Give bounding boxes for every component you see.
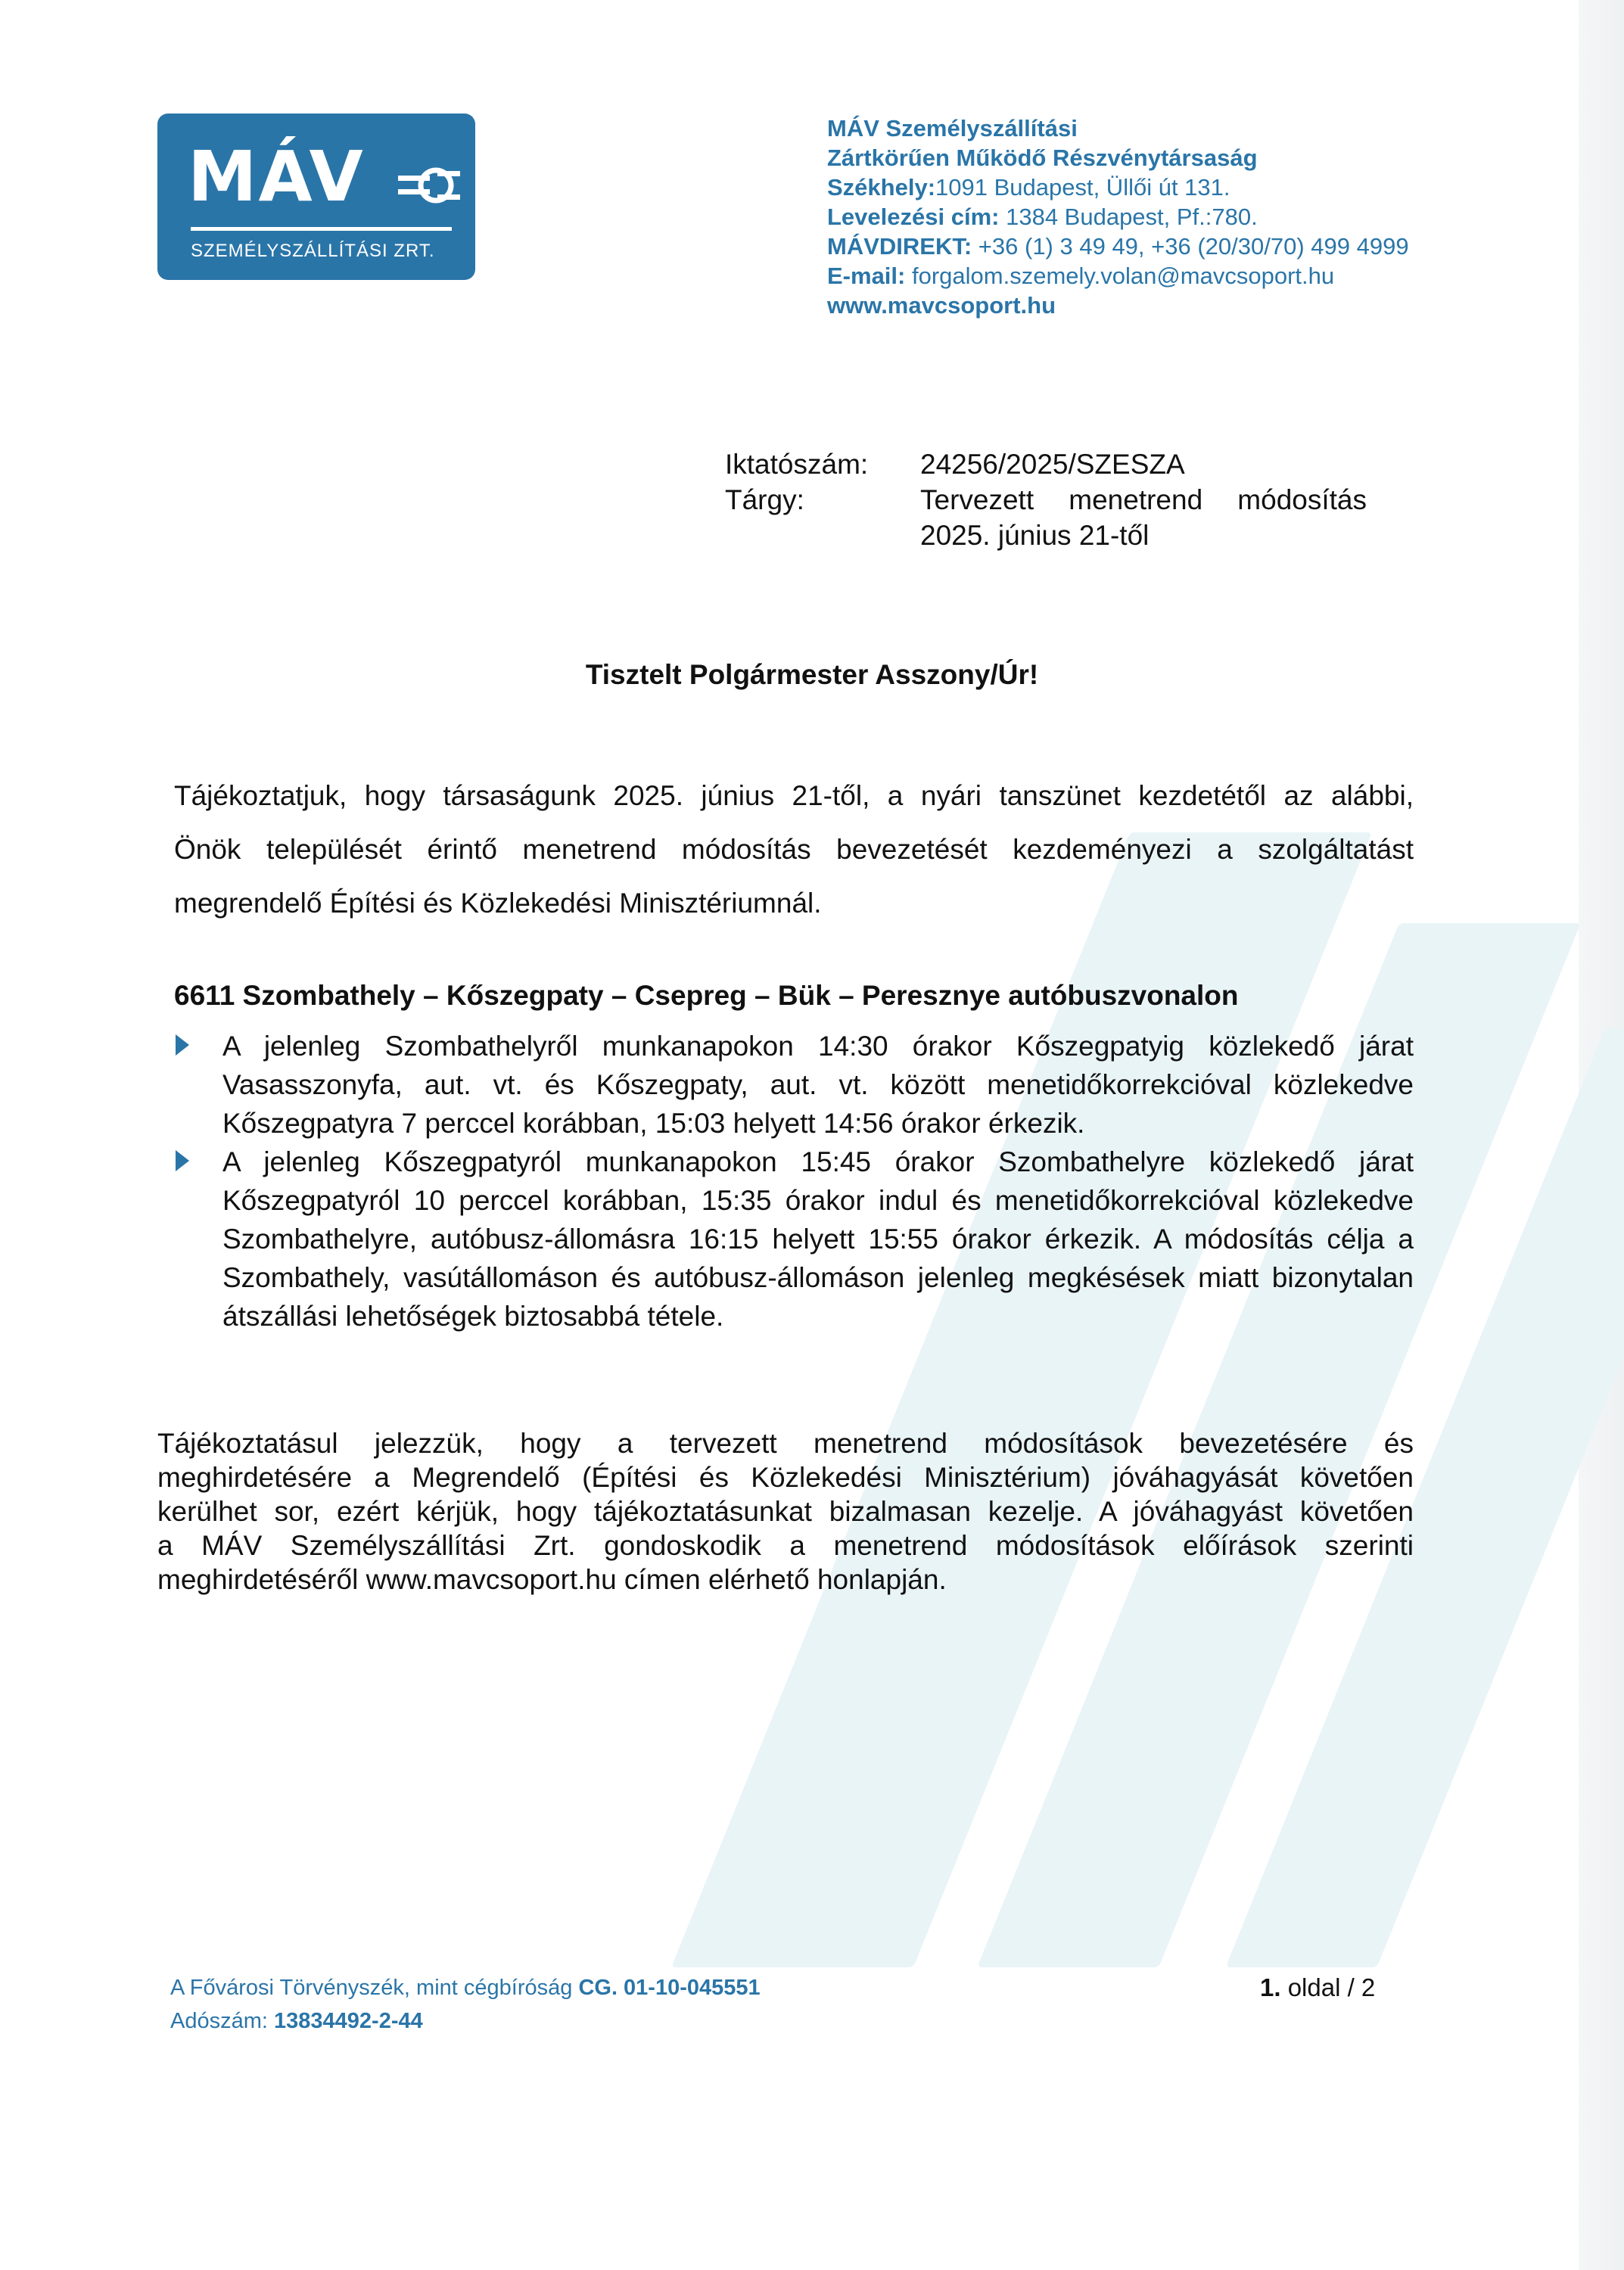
list-item-line: Kőszegpatyra 7 perccel korábban, 15:03 helyett 14:56 órakor érkezik. [222, 1108, 1085, 1139]
seat-value: 1091 Budapest, Üllői út 131. [935, 174, 1230, 201]
phone-label: MÁVDIREKT: [827, 233, 972, 260]
intro-line: Önök települését érintő menetrend módosítás bevezetését kezdeményezi a szolgáltatást [174, 834, 1414, 865]
tax-label: Adószám: [170, 2009, 268, 2033]
triangle-bullet-icon [176, 1150, 189, 1171]
list-item-line: A jelenleg Szombathelyről munkanapokon 14:30 órakor Kőszegpatyig közlekedő járat [222, 1031, 1414, 1062]
change-list [174, 1027, 1414, 1336]
subject-label: Tárgy: [725, 484, 804, 515]
company-name-line1: MÁV Személyszállítási [827, 115, 1078, 141]
logo-wordmark: MÁV [188, 136, 365, 217]
phone-value: +36 (1) 3 49 49, +36 (20/30/70) 499 4999 [978, 233, 1409, 260]
postal-value: 1384 Budapest, Pf.:780. [1006, 204, 1258, 230]
email-label: E-mail: [827, 263, 906, 289]
intro-line: Tájékoztatjuk, hogy társaságunk 2025. június 21-től, a nyári tanszünet kezdetétől az alábbi, [174, 780, 1414, 811]
subject-line-1: Tervezett menetrend módosítás [920, 484, 1367, 515]
subject-line-2: 2025. június 21-től [920, 520, 1150, 551]
company-website: www.mavcsoport.hu [827, 292, 1056, 319]
page-number-value: 1. [1260, 1973, 1281, 2001]
tax-number: 13834492-2-44 [274, 2009, 423, 2033]
reference-number-label: Iktatószám: [725, 449, 869, 480]
list-item-line: átszállási lehetőségek biztosabbá tétele. [222, 1301, 724, 1332]
closing-line: Tájékoztatásul jelezzük, hogy a tervezett menetrend módosítások bevezetésére és [157, 1428, 1414, 1459]
intro-line: megrendelő Építési és Közlekedési Minisztériumnál. [174, 888, 822, 919]
footer-registration [170, 1971, 761, 2038]
list-item [174, 1143, 1414, 1336]
seat-label: Székhely: [827, 174, 936, 201]
train-wing-icon [398, 159, 462, 212]
list-item [174, 1027, 1414, 1143]
list-item-line: Kőszegpatyról 10 perccel korábban, 15:35 órakor indul és menetidőkorrekcióval közlekedve [222, 1185, 1414, 1216]
email-value: forgalom.szemely.volan@mavcsoport.hu [911, 263, 1335, 289]
court-text: A Fővárosi Törvényszék, mint cégbíróság [170, 1976, 573, 2000]
company-name-line2: Zártkörűen Működő Részvénytársaság [827, 145, 1258, 171]
closing-paragraph [157, 1426, 1414, 1597]
list-item-line: Szombathelyre, autóbusz-állomásra 16:15 helyett 15:55 órakor érkezik. A módosítás célja a [222, 1224, 1414, 1255]
list-item-line: A jelenleg Kőszegpatyról munkanapokon 15:45 órakor Szombathelyre közlekedő járat [222, 1146, 1414, 1177]
intro-paragraph [174, 769, 1414, 930]
closing-line: meghirdetéséről www.mavcsoport.hu címen elérhető honlapján. [157, 1564, 947, 1595]
closing-line: meghirdetésére a Megrendelő (Építési és Közlekedési Minisztérium) jóváhagyását követően [157, 1462, 1414, 1493]
closing-line: kerülhet sor, ezért kérjük, hogy tájékoztatásunkat bizalmasan kezelje. A jóváhagyást követően [157, 1496, 1414, 1527]
triangle-bullet-icon [176, 1034, 189, 1056]
reference-number-value: 24256/2025/SZESZA [920, 449, 1185, 480]
logo-subtitle: SZEMÉLYSZÁLLÍTÁSI ZRT. [191, 241, 435, 261]
salutation: Tisztelt Polgármester Asszony/Úr! [585, 659, 1039, 690]
company-info [827, 114, 1409, 320]
postal-label: Levelezési cím: [827, 204, 1000, 230]
list-item-line: Szombathely, vasútállomáson és autóbusz-állomáson jelenleg megkésések miatt bizonytalan [222, 1262, 1414, 1293]
bus-line-heading: 6611 Szombathely – Kőszegpaty – Csepreg – Bük – Peresznye autóbuszvonalon [174, 980, 1239, 1011]
court-number: CG. 01-10-045551 [578, 1976, 761, 2000]
logo-divider [191, 227, 452, 231]
list-item-line: Vasasszonyfa, aut. vt. és Kőszegpaty, aut. vt. között menetidőkorrekcióval közlekedve [222, 1069, 1414, 1100]
closing-line: a MÁV Személyszállítási Zrt. gondoskodik a menetrend módosítások előírások szerinti [157, 1530, 1414, 1561]
page-number [1260, 1971, 1375, 2004]
page-number-text: oldal / 2 [1287, 1973, 1376, 2001]
mav-logo [157, 114, 475, 280]
